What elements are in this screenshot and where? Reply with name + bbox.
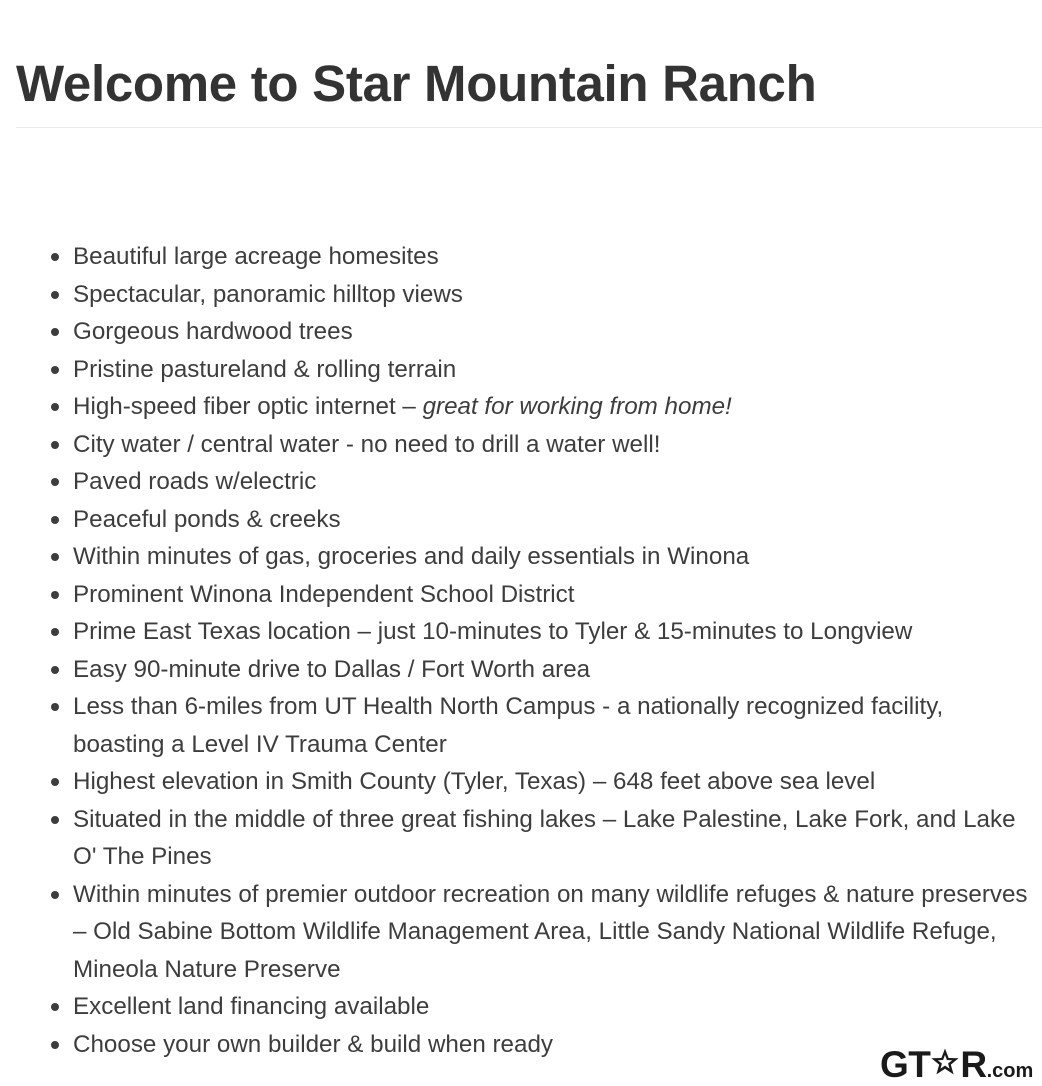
list-item xyxy=(20,538,1032,576)
list-item-text: Pristine pastureland & rolling terrain xyxy=(73,355,457,383)
list-item xyxy=(20,276,1032,314)
bullet-icon xyxy=(51,478,59,486)
list-item-text: Beautiful large acreage homesites xyxy=(73,243,439,270)
bullet-icon xyxy=(51,891,59,899)
list-item xyxy=(20,763,1032,801)
bullet-icon xyxy=(51,591,59,599)
list-item xyxy=(20,238,1032,276)
feature-list xyxy=(20,238,1032,1063)
list-item xyxy=(20,801,1032,876)
list-item-text: Highest elevation in Smith County (Tyler, Texas) – 648 feet above sea level xyxy=(73,768,876,795)
list-item xyxy=(20,651,1032,689)
list-item-text: Less than 6-miles from UT Health North Campus - a nationally recognized facility, boasting a Level IV Trauma Center xyxy=(73,693,944,758)
bullet-icon xyxy=(51,1041,59,1049)
list-item xyxy=(20,876,1032,989)
title-divider xyxy=(16,127,1042,128)
bullet-icon xyxy=(51,666,59,674)
list-item xyxy=(20,501,1032,539)
list-item-text: Easy 90-minute drive to Dallas / Fort Worth area xyxy=(73,655,591,683)
list-item-text: Within minutes of gas, groceries and daily essentials in Winona xyxy=(73,543,750,570)
page-title: Welcome to Star Mountain Ranch xyxy=(16,55,817,112)
bullet-icon xyxy=(51,366,59,374)
list-item-text: Spectacular, panoramic hilltop views xyxy=(73,280,463,308)
bullet-icon xyxy=(51,328,59,336)
list-item-text: Prime East Texas location – just 10-minutes to Tyler & 15-minutes to Longview xyxy=(73,618,913,645)
logo-suffix: .com xyxy=(986,1060,1034,1082)
list-item-text: Peaceful ponds & creeks xyxy=(73,505,341,533)
list-item-text: Paved roads w/electric xyxy=(73,468,317,495)
list-item-emphasis: great for working from home! xyxy=(422,393,732,420)
star-icon xyxy=(930,1047,960,1077)
list-item xyxy=(20,426,1032,464)
bullet-icon xyxy=(51,816,59,824)
bullet-icon xyxy=(51,516,59,524)
list-item-text: Choose your own builder & build when ready xyxy=(73,1030,554,1058)
list-item xyxy=(20,988,1032,1026)
bullet-icon xyxy=(51,628,59,636)
list-item xyxy=(20,463,1032,501)
list-item-text: City water / central water - no need to drill a water well! xyxy=(73,430,661,458)
logo-text-left: GT xyxy=(880,1044,931,1085)
gtar-logo xyxy=(880,1044,1033,1084)
list-item xyxy=(20,613,1032,651)
list-item xyxy=(20,576,1032,614)
bullet-icon xyxy=(51,553,59,561)
list-item-text: Gorgeous hardwood trees xyxy=(73,318,353,345)
list-item xyxy=(20,688,1032,763)
bullet-icon xyxy=(51,253,59,261)
bullet-icon xyxy=(51,1003,59,1011)
list-item xyxy=(20,313,1032,351)
list-item-text: Situated in the middle of three great fishing lakes – Lake Palestine, Lake Fork, and Lake O' The Pines xyxy=(73,805,1016,870)
list-item xyxy=(20,388,1032,426)
logo-text-right: R xyxy=(960,1044,987,1085)
bullet-icon xyxy=(51,778,59,786)
list-item xyxy=(20,351,1032,389)
list-item-text: Excellent land financing available xyxy=(73,993,430,1020)
list-item-text: High-speed fiber optic internet – xyxy=(73,393,423,420)
bullet-icon xyxy=(51,441,59,449)
list-item-text: Prominent Winona Independent School District xyxy=(73,580,575,608)
bullet-icon xyxy=(51,703,59,711)
list-item-text: Within minutes of premier outdoor recreation on many wildlife refuges & nature preserves – Old Sabine Bottom Wildlife Management Area, Little Sandy National Wildlife Refuge, Mineola Nature Preserve xyxy=(73,880,1028,983)
bullet-icon xyxy=(51,403,59,411)
bullet-icon xyxy=(51,291,59,299)
